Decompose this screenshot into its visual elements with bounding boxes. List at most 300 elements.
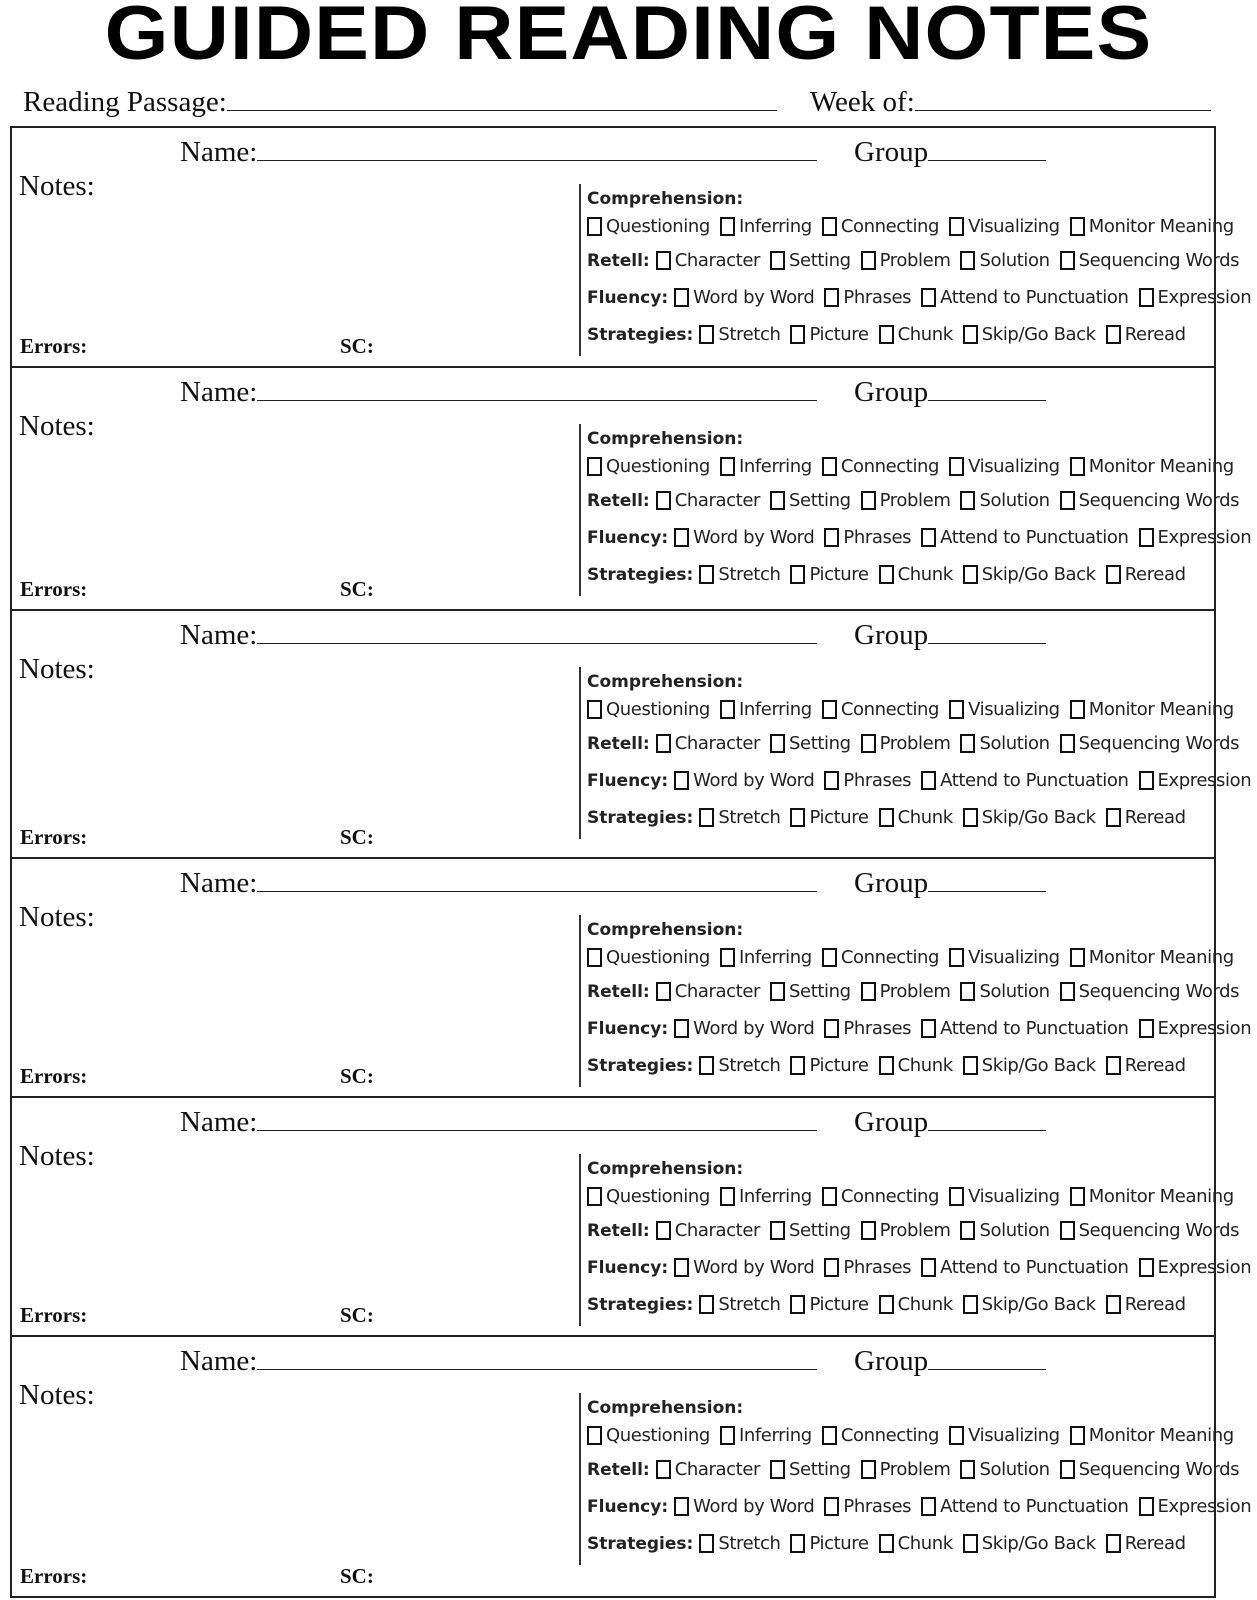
checklist-option[interactable] xyxy=(960,1459,1049,1480)
checkbox[interactable] xyxy=(720,217,735,236)
checklist-option[interactable] xyxy=(949,699,1060,720)
page-title: GUIDED READING NOTES xyxy=(104,0,1153,76)
checkbox-label: Expression xyxy=(1157,1496,1252,1517)
checklist-option[interactable] xyxy=(587,699,710,720)
checkbox[interactable] xyxy=(879,1295,894,1314)
checklist-option[interactable] xyxy=(656,1220,760,1241)
group-blank[interactable] xyxy=(928,1347,1046,1370)
checklist-option[interactable] xyxy=(861,1220,951,1241)
checklist-option[interactable] xyxy=(861,1459,951,1480)
checkbox-label: Stretch xyxy=(718,1294,781,1315)
checkbox[interactable] xyxy=(656,734,671,753)
comprehension-label: Comprehension: xyxy=(587,920,744,940)
checklist-option[interactable] xyxy=(824,287,911,308)
checkbox[interactable] xyxy=(656,982,671,1001)
checkbox[interactable] xyxy=(1106,325,1121,344)
checklist-option[interactable] xyxy=(1060,1220,1240,1241)
checklist-option[interactable] xyxy=(861,733,951,754)
strategies-row xyxy=(587,1525,1209,1562)
checkbox[interactable] xyxy=(790,565,805,584)
checklist-option[interactable] xyxy=(1106,564,1186,585)
checkbox[interactable] xyxy=(790,1295,805,1314)
checklist-option[interactable] xyxy=(822,947,939,968)
checklist-option[interactable] xyxy=(963,324,1096,345)
checkbox[interactable] xyxy=(699,808,714,827)
checklist-option[interactable] xyxy=(879,1533,953,1554)
strategies-row xyxy=(587,556,1209,593)
checkbox[interactable] xyxy=(1106,1295,1121,1314)
checklist-option[interactable] xyxy=(960,981,1049,1002)
checklist-option[interactable] xyxy=(699,807,780,828)
name-blank[interactable] xyxy=(257,1108,817,1131)
checklist-option[interactable] xyxy=(921,527,1128,548)
checkbox-label: Expression xyxy=(1157,287,1252,308)
checkbox[interactable] xyxy=(824,771,839,790)
checkbox[interactable] xyxy=(656,1460,671,1479)
checklist-option[interactable] xyxy=(822,456,939,477)
group-blank[interactable] xyxy=(928,869,1046,892)
checklist-option[interactable] xyxy=(1070,456,1234,477)
checkbox-label: Problem xyxy=(879,250,951,271)
checkbox[interactable] xyxy=(656,491,671,510)
checklist-option[interactable] xyxy=(770,490,851,511)
checklist-option[interactable] xyxy=(879,564,953,585)
checklist-option[interactable] xyxy=(949,947,1060,968)
name-blank[interactable] xyxy=(257,378,817,401)
checkbox-label: Character xyxy=(674,250,761,271)
checklist-option[interactable] xyxy=(656,490,760,511)
checkbox[interactable] xyxy=(960,734,975,753)
checklist-option[interactable] xyxy=(1070,216,1234,237)
checkbox-label: Attend to Punctuation xyxy=(940,770,1129,791)
checkbox[interactable] xyxy=(587,1426,602,1445)
checkbox[interactable] xyxy=(1070,217,1085,236)
checklist-option[interactable] xyxy=(790,324,868,345)
checkbox-label: Stretch xyxy=(718,324,781,345)
reading-passage-label: Reading Passage: xyxy=(23,86,227,118)
checklist-option[interactable] xyxy=(1139,1018,1252,1039)
checklist-option[interactable] xyxy=(879,1294,953,1315)
comprehension-label: Comprehension: xyxy=(587,189,744,209)
checkbox[interactable] xyxy=(720,700,735,719)
student-block xyxy=(12,859,1252,1098)
sc-label: SC: xyxy=(340,577,374,601)
checklist-option[interactable] xyxy=(790,1533,868,1554)
reading-checklist xyxy=(579,424,1252,596)
checkbox-label: Attend to Punctuation xyxy=(940,1018,1129,1039)
checklist-option[interactable] xyxy=(790,564,868,585)
checklist-option[interactable] xyxy=(674,1496,814,1517)
checkbox[interactable] xyxy=(770,982,785,1001)
checkbox-label: Solution xyxy=(979,981,1050,1002)
checkbox[interactable] xyxy=(674,1497,689,1516)
errors-label: Errors: xyxy=(20,577,88,601)
name-label: Name: xyxy=(180,1345,258,1377)
checkbox-label: Problem xyxy=(879,981,951,1002)
checkbox[interactable] xyxy=(1070,1187,1085,1206)
checklist-option[interactable] xyxy=(960,733,1049,754)
student-notes-blocks xyxy=(10,126,1252,1598)
checkbox[interactable] xyxy=(861,1460,876,1479)
checkbox[interactable] xyxy=(587,948,602,967)
checkbox[interactable] xyxy=(921,288,936,307)
checklist-option[interactable] xyxy=(921,1257,1128,1278)
checkbox-label: Stretch xyxy=(718,564,781,585)
checkbox[interactable] xyxy=(960,251,975,270)
checkbox[interactable] xyxy=(963,1534,978,1553)
checklist-option[interactable] xyxy=(960,490,1049,511)
checkbox[interactable] xyxy=(963,808,978,827)
checklist-option[interactable] xyxy=(949,1425,1060,1446)
reading-checklist xyxy=(579,1393,1252,1565)
checkbox[interactable] xyxy=(861,1221,876,1240)
checkbox[interactable] xyxy=(674,528,689,547)
checklist-option[interactable] xyxy=(720,456,812,477)
checkbox-label: Skip/Go Back xyxy=(981,807,1096,828)
checklist-option[interactable] xyxy=(699,564,780,585)
checkbox-label: Sequencing Words xyxy=(1078,1459,1240,1480)
checkbox[interactable] xyxy=(674,1019,689,1038)
checklist-option[interactable] xyxy=(824,527,911,548)
checklist-option[interactable] xyxy=(699,1533,780,1554)
week-of-blank[interactable] xyxy=(915,88,1211,111)
checkbox[interactable] xyxy=(861,491,876,510)
reading-passage-blank[interactable] xyxy=(227,88,777,111)
checklist-option[interactable] xyxy=(720,1425,812,1446)
checklist-option[interactable] xyxy=(790,807,868,828)
sc-label: SC: xyxy=(340,1564,374,1588)
checkbox[interactable] xyxy=(770,1221,785,1240)
checkbox[interactable] xyxy=(656,1221,671,1240)
checkbox[interactable] xyxy=(822,217,837,236)
checklist-option[interactable] xyxy=(699,324,780,345)
errors-label: Errors: xyxy=(20,1064,88,1088)
checkbox[interactable] xyxy=(949,1426,964,1445)
checkbox[interactable] xyxy=(720,948,735,967)
checklist-option[interactable] xyxy=(587,1186,710,1207)
checkbox[interactable] xyxy=(790,1056,805,1075)
checklist-option[interactable] xyxy=(949,1186,1060,1207)
checkbox[interactable] xyxy=(1106,1534,1121,1553)
checklist-option[interactable] xyxy=(1060,490,1240,511)
checklist-option[interactable] xyxy=(824,1257,911,1278)
checklist-option[interactable] xyxy=(656,1459,760,1480)
checkbox[interactable] xyxy=(921,1497,936,1516)
checklist-option[interactable] xyxy=(879,324,953,345)
checklist-option[interactable] xyxy=(921,1496,1128,1517)
checklist-option[interactable] xyxy=(1070,947,1234,968)
checklist-option[interactable] xyxy=(861,981,951,1002)
checkbox[interactable] xyxy=(770,491,785,510)
checkbox-label: Connecting xyxy=(840,1424,940,1446)
checkbox[interactable] xyxy=(824,1019,839,1038)
checkbox[interactable] xyxy=(1106,565,1121,584)
errors-label: Errors: xyxy=(20,1564,88,1588)
checkbox[interactable] xyxy=(963,565,978,584)
checklist-option[interactable] xyxy=(921,1018,1128,1039)
checkbox[interactable] xyxy=(949,948,964,967)
checklist-option[interactable] xyxy=(963,1294,1096,1315)
checklist-option[interactable] xyxy=(1060,250,1240,271)
checklist-option[interactable] xyxy=(1106,324,1186,345)
checklist-option[interactable] xyxy=(960,250,1049,271)
strategies-row xyxy=(587,1286,1209,1323)
checkbox-label: Inferring xyxy=(738,215,812,237)
checkbox-label: Skip/Go Back xyxy=(981,564,1096,585)
checkbox[interactable] xyxy=(921,1019,936,1038)
group-blank[interactable] xyxy=(928,138,1046,161)
checkbox[interactable] xyxy=(963,1295,978,1314)
checkbox-label: Inferring xyxy=(738,946,812,968)
checkbox[interactable] xyxy=(699,565,714,584)
reading-passage-field xyxy=(23,84,777,120)
checklist-option[interactable] xyxy=(861,490,951,511)
name-blank[interactable] xyxy=(257,621,817,644)
checkbox[interactable] xyxy=(822,700,837,719)
checkbox-label: Reread xyxy=(1124,324,1186,345)
checkbox[interactable] xyxy=(1060,1221,1075,1240)
checkbox-label: Setting xyxy=(789,490,851,511)
checklist-option[interactable] xyxy=(1070,699,1234,720)
checklist-option[interactable] xyxy=(822,1186,939,1207)
checkbox-label: Sequencing Words xyxy=(1078,1220,1240,1241)
checklist-option[interactable] xyxy=(879,1055,953,1076)
checklist-option[interactable] xyxy=(790,1055,868,1076)
checklist-option[interactable] xyxy=(963,1533,1096,1554)
student-block xyxy=(12,1098,1252,1337)
checkbox[interactable] xyxy=(720,1187,735,1206)
checklist-option[interactable] xyxy=(1139,527,1252,548)
comprehension-row xyxy=(587,1180,1234,1212)
retell-row xyxy=(587,973,1240,1010)
group-blank[interactable] xyxy=(928,621,1046,644)
checklist-option[interactable] xyxy=(1139,1496,1252,1517)
retell-row xyxy=(587,482,1240,519)
checklist-option[interactable] xyxy=(699,1294,780,1315)
checkbox[interactable] xyxy=(1070,948,1085,967)
checkbox-label: Expression xyxy=(1157,527,1252,548)
checklist-option[interactable] xyxy=(656,981,760,1002)
checklist-option[interactable] xyxy=(587,456,710,477)
checkbox[interactable] xyxy=(879,565,894,584)
checklist-option[interactable] xyxy=(770,981,851,1002)
checklist-option[interactable] xyxy=(1139,770,1252,791)
checklist-option[interactable] xyxy=(824,770,911,791)
name-blank[interactable] xyxy=(257,869,817,892)
checkbox[interactable] xyxy=(960,491,975,510)
checkbox[interactable] xyxy=(656,251,671,270)
group-field xyxy=(854,1104,1046,1140)
checklist-option[interactable] xyxy=(770,1459,851,1480)
checklist-option[interactable] xyxy=(656,733,760,754)
checklist-option[interactable] xyxy=(960,1220,1049,1241)
checkbox[interactable] xyxy=(1106,808,1121,827)
checklist-option[interactable] xyxy=(1106,1055,1186,1076)
checkbox[interactable] xyxy=(1060,734,1075,753)
checkbox[interactable] xyxy=(1070,1426,1085,1445)
checkbox[interactable] xyxy=(674,1258,689,1277)
name-field xyxy=(180,617,817,653)
checkbox[interactable] xyxy=(1070,700,1085,719)
checkbox[interactable] xyxy=(587,700,602,719)
checklist-option[interactable] xyxy=(720,216,812,237)
name-blank[interactable] xyxy=(257,1347,817,1370)
checklist-option[interactable] xyxy=(921,770,1128,791)
checkbox[interactable] xyxy=(1139,771,1154,790)
checkbox[interactable] xyxy=(822,1187,837,1206)
reading-checklist xyxy=(579,667,1252,839)
checkbox[interactable] xyxy=(861,251,876,270)
checklist-option[interactable] xyxy=(699,1055,780,1076)
checkbox[interactable] xyxy=(770,734,785,753)
retell-label: Retell: xyxy=(587,490,650,511)
checkbox[interactable] xyxy=(587,457,602,476)
checkbox[interactable] xyxy=(699,1056,714,1075)
checklist-option[interactable] xyxy=(1060,733,1240,754)
checklist-option[interactable] xyxy=(1070,1425,1234,1446)
checkbox[interactable] xyxy=(949,217,964,236)
checkbox[interactable] xyxy=(949,457,964,476)
checklist-option[interactable] xyxy=(1139,287,1252,308)
checkbox[interactable] xyxy=(1106,1056,1121,1075)
checkbox[interactable] xyxy=(587,1187,602,1206)
checkbox[interactable] xyxy=(822,948,837,967)
checklist-option[interactable] xyxy=(824,1018,911,1039)
checkbox[interactable] xyxy=(879,1534,894,1553)
checkbox[interactable] xyxy=(921,771,936,790)
checkbox[interactable] xyxy=(790,808,805,827)
checklist-option[interactable] xyxy=(587,947,710,968)
checkbox[interactable] xyxy=(861,734,876,753)
checkbox-label: Connecting xyxy=(840,698,940,720)
checkbox[interactable] xyxy=(963,1056,978,1075)
checklist-option[interactable] xyxy=(822,216,939,237)
checkbox[interactable] xyxy=(770,1460,785,1479)
checkbox[interactable] xyxy=(960,982,975,1001)
checklist-option[interactable] xyxy=(921,287,1128,308)
strategies-label: Strategies: xyxy=(587,1533,694,1554)
checklist-option[interactable] xyxy=(720,947,812,968)
checklist-option[interactable] xyxy=(963,564,1096,585)
group-label: Group xyxy=(854,1345,929,1377)
checkbox[interactable] xyxy=(1070,457,1085,476)
checklist-option[interactable] xyxy=(861,250,951,271)
checklist-option[interactable] xyxy=(674,770,814,791)
checkbox-label: Skip/Go Back xyxy=(981,1294,1096,1315)
checklist-option[interactable] xyxy=(674,1018,814,1039)
student-block xyxy=(12,1337,1252,1596)
checkbox[interactable] xyxy=(921,1258,936,1277)
checklist-option[interactable] xyxy=(822,1425,939,1446)
checkbox-label: Phrases xyxy=(843,287,912,308)
checklist-option[interactable] xyxy=(1106,1533,1186,1554)
checkbox-label: Phrases xyxy=(843,1257,912,1278)
checkbox[interactable] xyxy=(824,1497,839,1516)
checklist-option[interactable] xyxy=(1060,981,1240,1002)
checklist-option[interactable] xyxy=(822,699,939,720)
checkbox[interactable] xyxy=(1139,528,1154,547)
checklist-option[interactable] xyxy=(949,456,1060,477)
group-blank[interactable] xyxy=(928,1108,1046,1131)
checklist-option[interactable] xyxy=(1070,1186,1234,1207)
checkbox[interactable] xyxy=(960,1460,975,1479)
checkbox[interactable] xyxy=(960,1221,975,1240)
checkbox[interactable] xyxy=(949,700,964,719)
checklist-option[interactable] xyxy=(674,527,814,548)
checkbox[interactable] xyxy=(822,457,837,476)
checkbox[interactable] xyxy=(921,528,936,547)
checklist-option[interactable] xyxy=(587,216,710,237)
checkbox[interactable] xyxy=(861,982,876,1001)
checklist-option[interactable] xyxy=(720,1186,812,1207)
checklist-option[interactable] xyxy=(770,1220,851,1241)
checklist-option[interactable] xyxy=(1106,1294,1186,1315)
checklist-option[interactable] xyxy=(949,216,1060,237)
checklist-option[interactable] xyxy=(770,250,851,271)
checkbox-label: Inferring xyxy=(738,698,812,720)
checkbox[interactable] xyxy=(824,288,839,307)
checkbox[interactable] xyxy=(822,1426,837,1445)
checklist-option[interactable] xyxy=(770,733,851,754)
checkbox[interactable] xyxy=(1060,491,1075,510)
checkbox[interactable] xyxy=(879,1056,894,1075)
checkbox[interactable] xyxy=(720,1426,735,1445)
group-blank[interactable] xyxy=(928,378,1046,401)
checkbox[interactable] xyxy=(1060,1460,1075,1479)
checkbox[interactable] xyxy=(770,251,785,270)
checkbox[interactable] xyxy=(1060,251,1075,270)
checklist-option[interactable] xyxy=(879,807,953,828)
checkbox[interactable] xyxy=(674,771,689,790)
checkbox[interactable] xyxy=(790,1534,805,1553)
checkbox[interactable] xyxy=(824,1258,839,1277)
checkbox[interactable] xyxy=(1139,1019,1154,1038)
name-blank[interactable] xyxy=(257,138,817,161)
comprehension-row xyxy=(587,941,1234,973)
checklist-option[interactable] xyxy=(587,1425,710,1446)
checkbox[interactable] xyxy=(963,325,978,344)
checkbox[interactable] xyxy=(699,1534,714,1553)
checkbox[interactable] xyxy=(790,325,805,344)
checkbox[interactable] xyxy=(1139,1258,1154,1277)
checkbox[interactable] xyxy=(699,1295,714,1314)
checklist-option[interactable] xyxy=(674,287,814,308)
checkbox[interactable] xyxy=(1139,1497,1154,1516)
checkbox[interactable] xyxy=(674,288,689,307)
checklist-option[interactable] xyxy=(674,1257,814,1278)
checklist-option[interactable] xyxy=(1060,1459,1240,1480)
checkbox[interactable] xyxy=(879,325,894,344)
checklist-option[interactable] xyxy=(1106,807,1186,828)
checklist-option[interactable] xyxy=(824,1496,911,1517)
checkbox[interactable] xyxy=(1139,288,1154,307)
checklist-option[interactable] xyxy=(963,1055,1096,1076)
checkbox[interactable] xyxy=(949,1187,964,1206)
checkbox[interactable] xyxy=(587,217,602,236)
checklist-option[interactable] xyxy=(790,1294,868,1315)
checkbox[interactable] xyxy=(699,325,714,344)
checklist-option[interactable] xyxy=(963,807,1096,828)
checkbox[interactable] xyxy=(879,808,894,827)
checkbox[interactable] xyxy=(720,457,735,476)
checkbox[interactable] xyxy=(1060,982,1075,1001)
checkbox-label: Connecting xyxy=(840,455,940,477)
checklist-option[interactable] xyxy=(1139,1257,1252,1278)
checkbox[interactable] xyxy=(824,528,839,547)
group-field xyxy=(854,617,1046,653)
checklist-option[interactable] xyxy=(720,699,812,720)
checklist-option[interactable] xyxy=(656,250,760,271)
